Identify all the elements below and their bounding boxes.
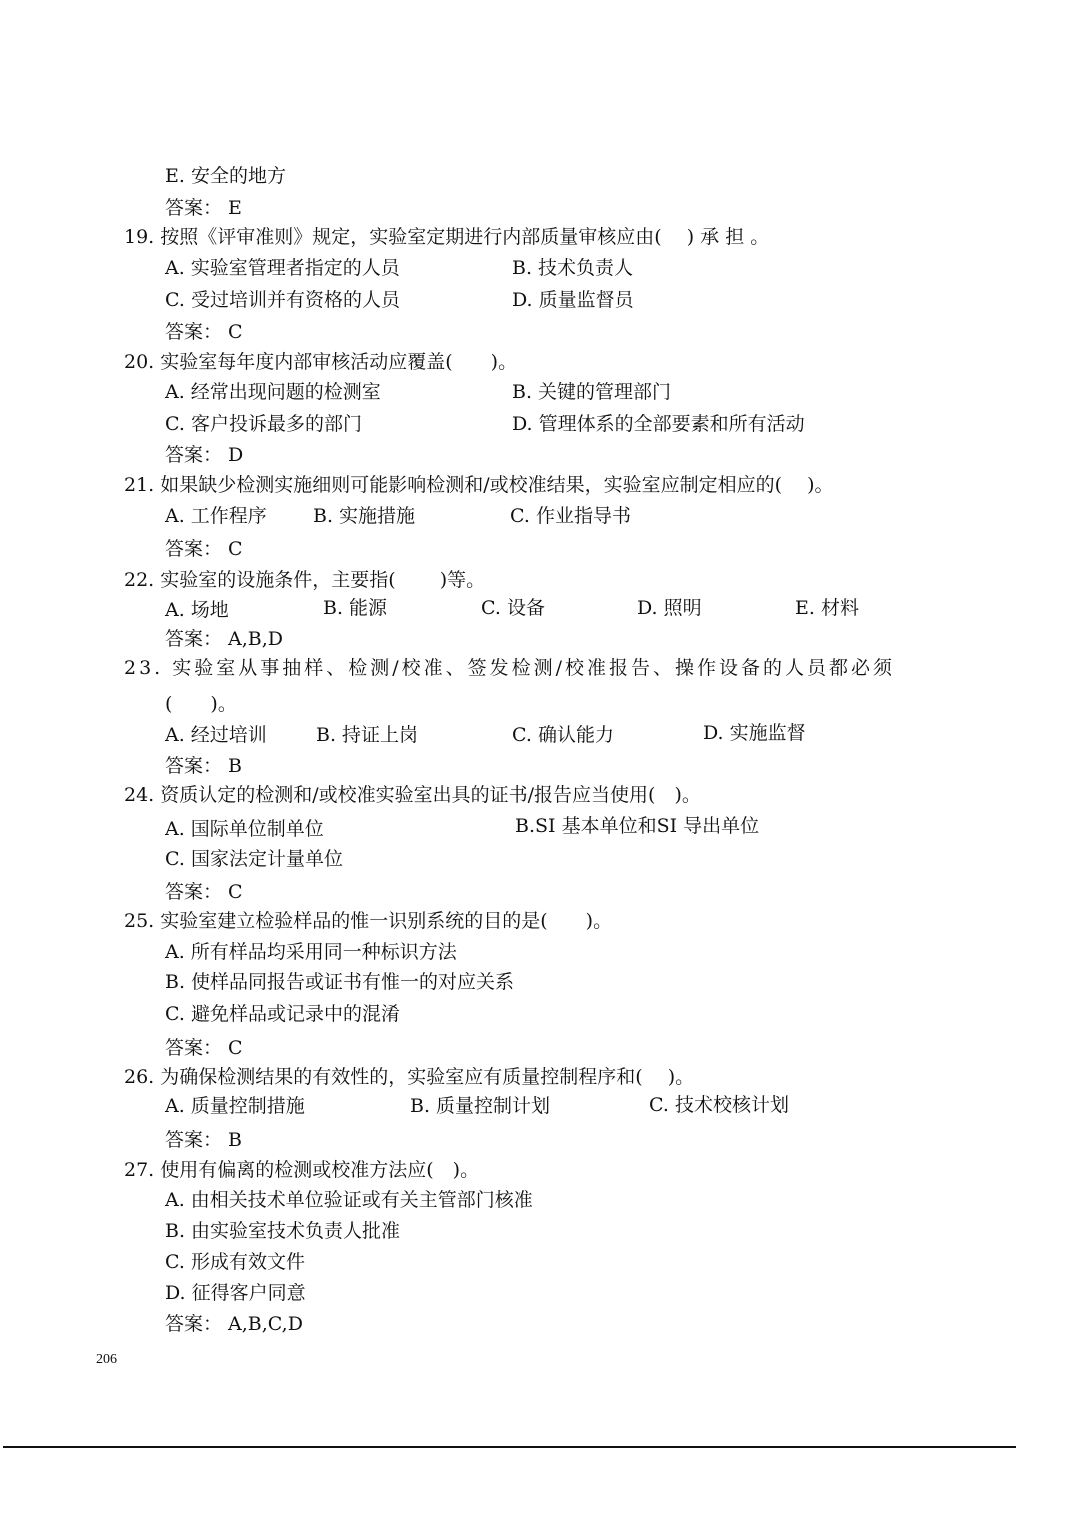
option: B. 技术负责人 [512, 257, 634, 279]
option: C. 技术校核计划 [649, 1094, 789, 1116]
answer: 答案： C [165, 1037, 243, 1059]
option: B. 使样品同报告或证书有惟一的对应关系 [165, 971, 515, 993]
option: C. 形成有效文件 [165, 1251, 305, 1273]
option: D. 质量监督员 [512, 289, 634, 311]
option: A. 经过培训 [165, 724, 267, 746]
option-e: E. 安全的地方 [165, 165, 286, 187]
option: D. 征得客户同意 [165, 1282, 306, 1304]
option: D. 照明 [637, 597, 702, 619]
option: C. 确认能力 [512, 724, 614, 746]
option: C. 受过培训并有资格的人员 [165, 289, 400, 311]
page-number: 206 [96, 1352, 117, 1367]
option: C. 作业指导书 [510, 505, 631, 527]
option: C. 避免样品或记录中的混淆 [165, 1003, 400, 1025]
answer: 答案： C [165, 538, 243, 560]
option: D. 实施监督 [703, 722, 806, 744]
option: C. 国家法定计量单位 [165, 848, 343, 870]
option: C. 设备 [481, 597, 545, 619]
question-stem: 21. 如果缺少检测实施细则可能影响检测和/或校准结果，实验室应制定相应的( )。 [124, 474, 834, 496]
answer: 答案： A,B,D [165, 628, 284, 650]
option: A. 场地 [165, 599, 229, 621]
option: B. 质量控制计划 [410, 1095, 551, 1117]
option: B. 能源 [323, 597, 388, 619]
answer: 答案： E [165, 197, 242, 219]
answer: 答案： B [165, 1129, 243, 1151]
option: B. 关键的管理部门 [512, 381, 672, 403]
question-stem: 27. 使用有偏离的检测或校准方法应( )。 [124, 1159, 480, 1181]
question-stem-continued: ( )。 [165, 693, 237, 715]
answer: 答案： B [165, 755, 243, 777]
option: A. 国际单位制单位 [165, 818, 324, 840]
option: A. 所有样品均采用同一种标识方法 [165, 941, 457, 963]
option: C. 客户投诉最多的部门 [165, 413, 362, 435]
answer: 答案： C [165, 881, 243, 903]
option: B. 由实验室技术负责人批准 [165, 1220, 401, 1242]
option: A. 实验室管理者指定的人员 [165, 257, 400, 279]
question-stem: 19. 按照《评审准则》规定，实验室定期进行内部质量审核应由( ) 承 担 。 [124, 226, 770, 248]
option: A. 经常出现问题的检测室 [165, 381, 381, 403]
question-stem: 26. 为确保检测结果的有效性的，实验室应有质量控制程序和( )。 [124, 1066, 695, 1088]
question-stem: 22. 实验室的设施条件，主要指( )等。 [124, 569, 486, 591]
option: A. 工作程序 [165, 505, 267, 527]
answer: 答案： A,B,C,D [165, 1313, 303, 1335]
footer-divider [3, 1446, 1016, 1448]
question-stem: 23. 实验室从事抽样、检测/校准、签发检测/校准报告、操作设备的人员都必须 [124, 657, 896, 679]
option: E. 材料 [795, 597, 859, 619]
option: A. 由相关技术单位验证或有关主管部门核准 [165, 1189, 533, 1211]
question-stem: 24. 资质认定的检测和/或校准实验室出具的证书/报告应当使用( )。 [124, 784, 701, 806]
option: B.SI 基本单位和SI 导出单位 [515, 815, 760, 837]
question-stem: 25. 实验室建立检验样品的惟一识别系统的目的是( )。 [124, 910, 613, 932]
answer: 答案： C [165, 321, 243, 343]
option: B. 持证上岗 [316, 724, 419, 746]
answer: 答案： D [165, 444, 244, 466]
option: D. 管理体系的全部要素和所有活动 [512, 413, 805, 435]
question-stem: 20. 实验室每年度内部审核活动应覆盖( )。 [124, 351, 518, 373]
option: B. 实施措施 [313, 505, 416, 527]
option: A. 质量控制措施 [165, 1095, 305, 1117]
